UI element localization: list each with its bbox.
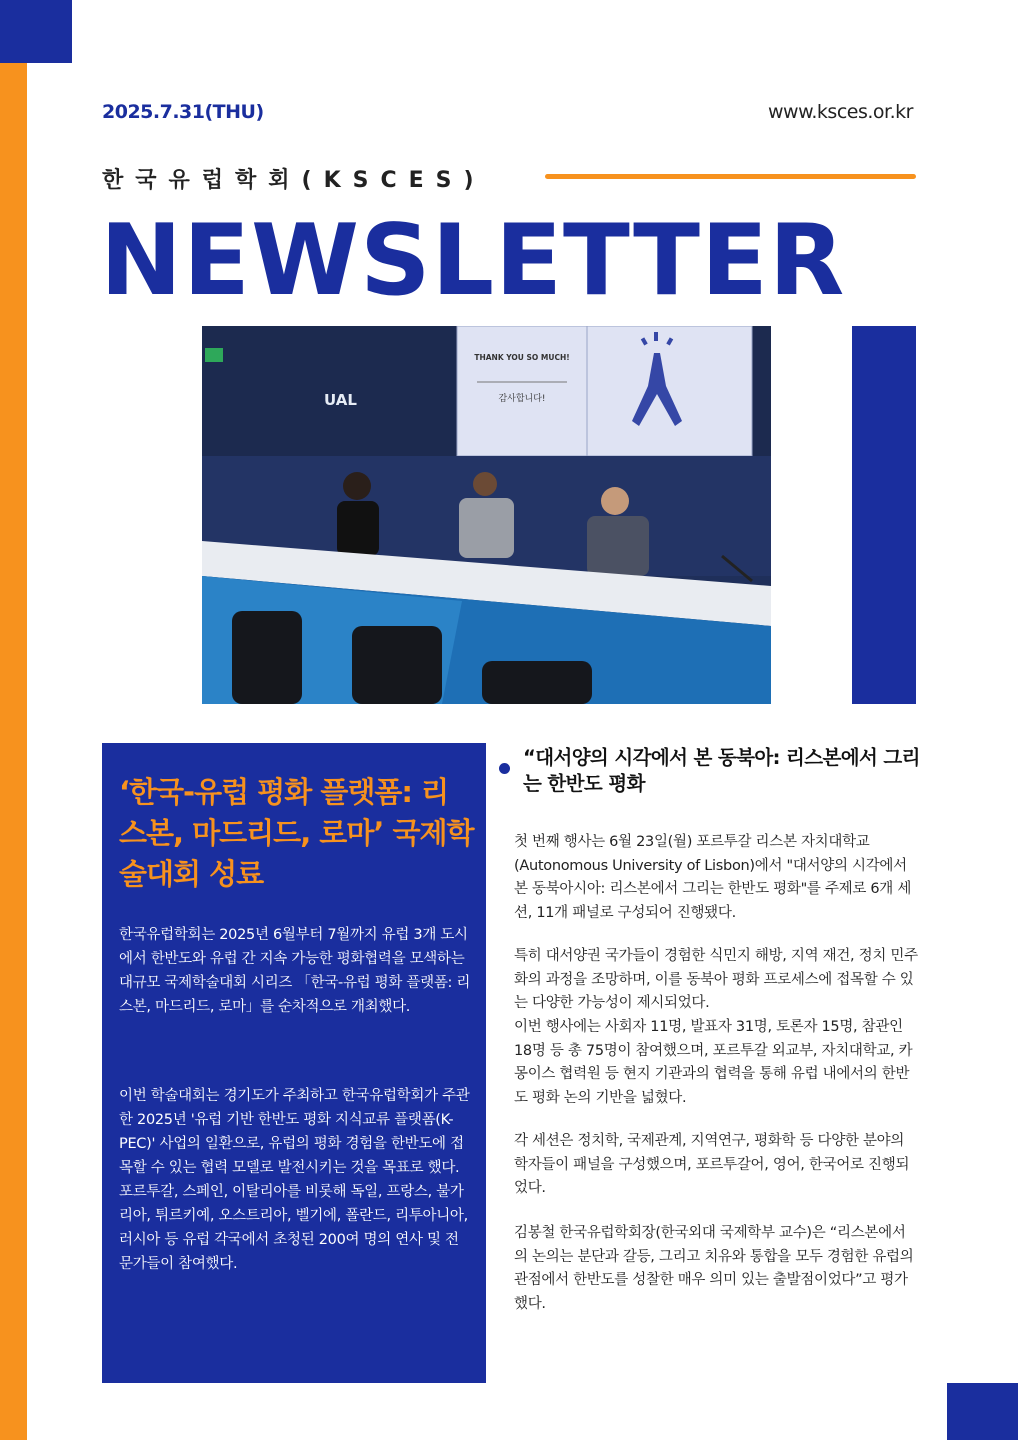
bullet-dot-icon — [499, 763, 510, 774]
website-link[interactable]: www.ksces.or.kr — [768, 101, 913, 123]
feature-paragraph: 이번 학술대회는 경기도가 주최하고 한국유럽학회가 주관한 2025년 '유럽 기반 한반도 평화 지식교류 플랫폼(K-PEC)' 사업의 일환으로, 유럽의 평화 경험을 한반도에 접목할 수 있는 협력 모델로 발전시키는 것을 목표로 했다. 포르투갈, 스페인, 이탈리아를 비롯해 독일, 프랑스, 불가리아, 튀르키예, 오스트리아, 벨기에, 폴란드, 리투아니아, 러시아 등 유럽 각국에서 초청된 200여 명의 연사 및 전문가들이 참여했다. — [119, 1088, 470, 1272]
article-paragraph: 각 세션은 정치학, 국제관계, 지역연구, 평화학 등 다양한 분야의 학자들이 패널을 구성했으며, 포르투갈어, 영어, 한국어로 진행되었다. — [514, 1133, 910, 1196]
feature-headline: ‘한국-유럽 평화 플랫폼: 리스본, 마드리드, 로마’ 국제학술대회 성료 — [119, 775, 474, 891]
photo-side-bar — [852, 326, 916, 704]
article-subhead: “대서양의 시각에서 본 동북아: 리스본에서 그리는 한반도 평화 — [523, 746, 920, 795]
screen-korean-text: 감사합니다! — [498, 394, 546, 404]
article-paragraph: 김봉철 한국유럽학회장(한국외대 국제학부 교수)은 “리스본에서의 논의는 분단과 갈등, 그리고 치유와 통합을 모두 경험한 유럽의 관점에서 한반도를 성찰한 매우 의미 있는 출발점이었다”고 평가했다. — [514, 1225, 914, 1312]
exit-sign-icon — [205, 348, 223, 362]
article-paragraph: 첫 번째 행사는 6월 23일(월) 포르투갈 리스본 자치대학교(Autonomous University of Lisbon)에서 "대서양의 시각에서 본 동북아시아: 리스본에서 그리는 한반도 평화"를 주제로 6개 세션, 11개 패널로 구성되어 진행됐다. — [514, 834, 912, 921]
article-paragraph: 특히 대서양권 국가들이 경험한 식민지 해방, 지역 재건, 정치 민주화의 과정을 조망하며, 이를 동북아 평화 프로세스에 접목할 수 있는 다양한 가능성이 제시되었다. — [514, 948, 918, 1011]
left-accent-stripe — [0, 63, 27, 1440]
issue-date: 2025.7.31(THU) — [102, 101, 264, 123]
conference-photo — [202, 326, 771, 704]
feature-paragraph: 한국유럽학회는 2025년 6월부터 7월까지 유럽 3개 도시에서 한반도와 유럽 간 지속 가능한 평화협력을 모색하는 대규모 국제학술대회 시리즈 「한국-유럽 평화 플랫폼: 리스본, 마드리드, 로마」를 순차적으로 개최했다. — [119, 927, 471, 1015]
university-logo: UAL — [324, 391, 357, 409]
corner-block-bottom-right — [947, 1383, 1018, 1440]
article-paragraph: 이번 행사에는 사회자 11명, 발표자 31명, 토론자 15명, 참관인 18명 등 총 75명이 참여했으며, 포르투갈 외교부, 자치대학교, 카몽이스 협력원 등 현지 기관과의 협력을 통해 유럽 내에서의 한반도 평화 논의 기반을 넓혔다. — [514, 1019, 913, 1106]
corner-block-top-left — [0, 0, 72, 63]
org-divider — [545, 174, 916, 179]
screen-thankyou-text: THANK YOU SO MUCH! — [474, 353, 570, 362]
audience-chair — [482, 661, 592, 704]
audience-chair — [352, 626, 442, 704]
audience-chair — [232, 611, 302, 704]
masthead-title: NEWSLETTER — [100, 204, 846, 318]
org-name: 한국유럽학회(KSCES) — [102, 168, 486, 193]
